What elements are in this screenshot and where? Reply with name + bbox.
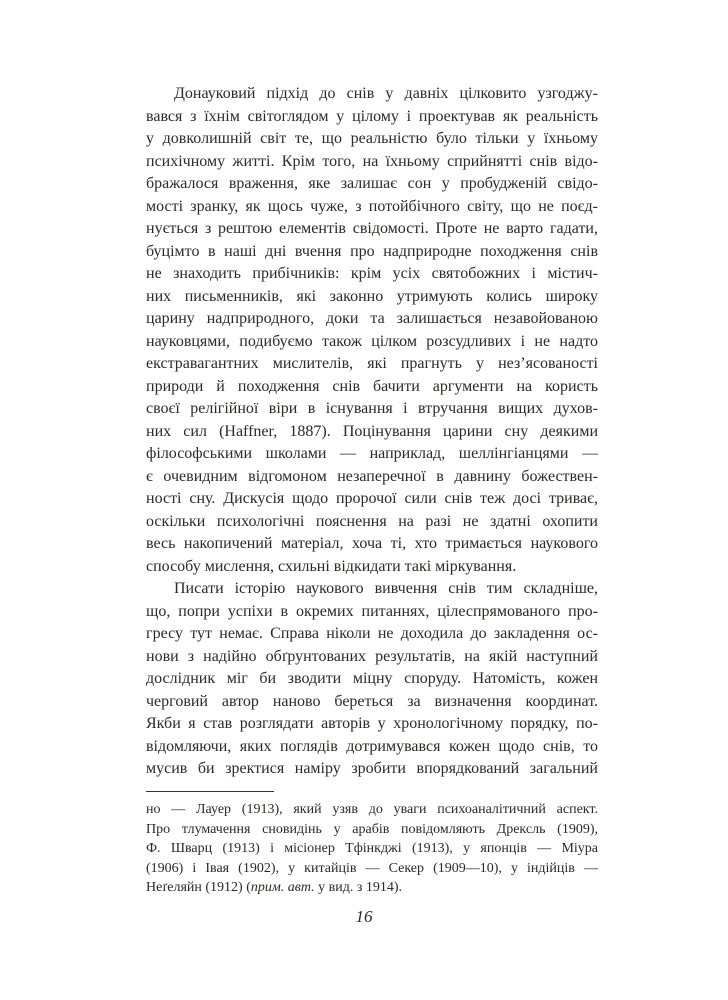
footnote-italic-abbrev: прим. авт. xyxy=(250,880,315,896)
text-line: них письменників, які законно утримують колись широку xyxy=(146,287,598,305)
text-line: вався з їхнім світоглядом у цілому і проектував як реальність xyxy=(146,107,598,125)
text-line: є очевидним відгомоном незаперечної в давнину божествен- xyxy=(146,467,598,485)
text-line: у довколишній світ те, що реальністю було тільки у їхньому xyxy=(146,130,598,147)
footnote-line: Про тлумачення сновидінь у арабів повідомляють Дрексль (1909), xyxy=(146,821,598,837)
text-line: науковцями, подибуємо також цілком розсудливих і не надто xyxy=(146,332,598,350)
footnote-line: Ф. Шварц (1913) і місіонер Тфінкджі (1913), у японців — Міура xyxy=(146,841,598,857)
footnote-divider xyxy=(146,791,274,792)
text-line: філософськими школами — наприклад, шеллінгіанцями — xyxy=(146,445,598,462)
text-line: черговий автор наново береться за визначення координат. xyxy=(146,692,598,710)
text-line: гресу тут немає. Справа ніколи не доходила до закладення ос- xyxy=(146,625,598,642)
text-line: весь накопичений матеріал, хоча ті, хто тримається наукового xyxy=(146,535,598,552)
text-line: царину надприродного, доки та залишається незавойованою xyxy=(146,310,598,327)
footnote-line: (1906) і Івая (1902), у китайців — Секер (1909—10), у індійців — xyxy=(146,860,598,876)
text-line: них сил (Haffner, 1887). Поцінування царини сну деякими xyxy=(146,422,598,440)
text-line: Писати історію наукового вивчення снів тим складніше, xyxy=(174,580,598,597)
paragraph-1 xyxy=(146,83,598,578)
text-line: способу мислення, схильні відкидати такі міркування. xyxy=(146,557,517,575)
footnote-line: но — Лауер (1913), який узяв до уваги психоаналітичний аспект. xyxy=(146,802,598,817)
page-number: 16 xyxy=(355,907,373,926)
text-line: мусив би зректися наміру зробити впорядкований загальний xyxy=(146,760,598,777)
footnote-text: Неґеляйн (1912) ( xyxy=(146,880,251,896)
text-line: дослідник міг би зводити міцну споруду. Натомість, кожен xyxy=(146,670,598,687)
text-line: бражалося враження, яке залишає сон у пробудженій свідо- xyxy=(146,175,598,192)
main-text xyxy=(146,83,598,781)
text-line: що, попри успіхи в окремих питаннях, цілеспрямованого про- xyxy=(146,602,598,620)
text-line: природи й походження снів бачити аргументи на користь xyxy=(146,377,598,395)
footnote xyxy=(146,800,598,898)
footnote-text: у вид. з 1914). xyxy=(314,880,403,896)
text-line: психічному житті. Крім того, на їхньому сприйнятті снів відо- xyxy=(146,152,598,170)
text-line: екстравагантних мислителів, які прагнуть у нез’ясованості xyxy=(146,355,598,372)
text-line: не знаходить прибічників: крім усіх святобожних і містич- xyxy=(146,265,598,282)
text-line: буцімто в наші дні вчення про надприродне походження снів xyxy=(146,242,598,260)
text-line: своєї релігійної віри в існування і втручання вищих духов- xyxy=(146,400,598,417)
footnote-line xyxy=(146,878,598,898)
paragraph-2 xyxy=(146,578,598,781)
text-line: відомляючи, яких поглядів дотримувався кожен щодо снів, то xyxy=(146,737,598,755)
text-line: мості зранку, як щось чуже, з потойбічного світу, що не поєд- xyxy=(146,197,598,215)
text-line: Донауковий підхід до снів у давніх цілковито узгоджу- xyxy=(174,85,598,102)
text-line: ності сну. Дискусія щодо пророчої сили снів теж досі триває, xyxy=(146,490,598,507)
text-line: Якби я став розглядати авторів у хронологічному порядку, по- xyxy=(146,715,598,732)
text-line: нови з надійно обґрунтованих результатів, на якій наступний xyxy=(146,647,598,665)
text-line: нується з рештою елементів свідомості. Проте не варто гадати, xyxy=(146,220,598,237)
text-line: оскільки психологічні пояснення на разі не здатні охопити xyxy=(146,512,598,530)
